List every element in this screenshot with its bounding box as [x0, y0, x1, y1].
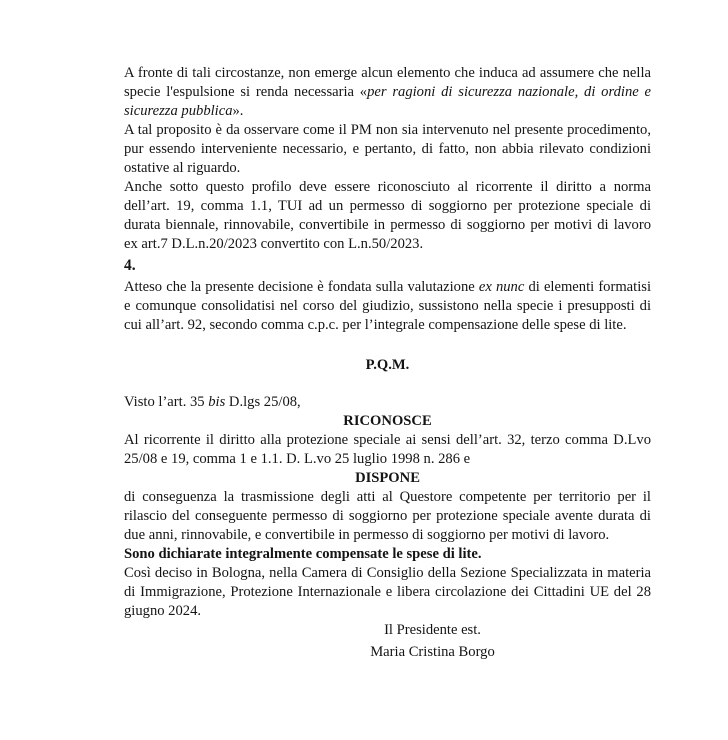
- signature-block: [340, 619, 525, 663]
- paragraph-costs: [124, 278, 651, 335]
- paragraph-text: Visto l’art. 35: [124, 394, 209, 410]
- signature-title: Il Presidente est.: [384, 622, 481, 638]
- paragraph-dispone: di conseguenza la trasmissione degli atti al Questore competente per territorio per il rilascio del conseguente permesso di soggiorno per protezione speciale avente durata di due anni, rinnovabile, e convertibile in permesso di soggiorno per motivi di lavoro.: [124, 489, 651, 543]
- signature-name: Maria Cristina Borgo: [370, 644, 495, 660]
- section-number: 4.: [124, 257, 136, 274]
- paragraph-text: A fronte di tali circostanze, non emerge alcun elemento che induca ad assumere che nella specie l'espulsione si renda necessaria «: [124, 65, 651, 100]
- italic-quote: per ragioni di sicurezza nazionale, di ordine e sicurezza pubblica: [124, 84, 651, 119]
- paragraph-closing: Così deciso in Bologna, nella Camera di Consiglio della Sezione Specializzata in materia di Immigrazione, Protezione Internazionale e libera circolazione dei Cittadini UE del 28 giugno 2024.: [124, 565, 651, 619]
- paragraph-expulsion: [124, 64, 651, 121]
- paragraph-special-protection: Anche sotto questo profilo deve essere riconosciuto al ricorrente il diritto a norma dell’art. 19, comma 1.1, TUI ad un permesso di soggiorno per protezione speciale di durata biennale, rinnovabile, convertibile in permesso di soggiorno per motivi di lavoro ex art.7 D.L.n.20/2023 convertito con L.n.50/2023.: [124, 179, 651, 252]
- riconosce-heading: RICONOSCE: [343, 413, 432, 429]
- dispone-heading: DISPONE: [355, 470, 420, 486]
- paragraph-compensate: Sono dichiarate integralmente compensate le spese di lite.: [124, 546, 482, 562]
- paragraph-text: Atteso che la presente decisione è fondata sulla valutazione: [124, 279, 479, 295]
- paragraph-visto: [124, 393, 651, 412]
- italic-term: ex nunc: [478, 279, 525, 295]
- pqm-heading: P.Q.M.: [365, 357, 410, 373]
- paragraph-text-end: ».: [232, 103, 244, 119]
- paragraph-riconosce: Al ricorrente il diritto alla protezione speciale ai sensi dell’art. 32, terzo comma D.Lvo 25/08 e 19, comma 1 e 1.1. D. L.vo 25 luglio 1998 n. 286 e: [124, 432, 651, 467]
- paragraph-text-end: D.lgs 25/08,: [225, 394, 301, 410]
- paragraph-text-end: di elementi formatisi e comunque consolidatisi nel corso del giudizio, sussistono nella specie i presupposti di cui all’art. 92, secondo comma c.p.c. per l’integrale compensazione delle spese di lite.: [124, 279, 652, 333]
- paragraph-pm: A tal proposito è da osservare come il PM non sia intervenuto nel presente procedimento, pur essendo interveniente necessario, e pertanto, di fatto, non abbia rilevato condizioni ostative al riguardo.: [124, 122, 651, 176]
- italic-term: bis: [208, 394, 226, 410]
